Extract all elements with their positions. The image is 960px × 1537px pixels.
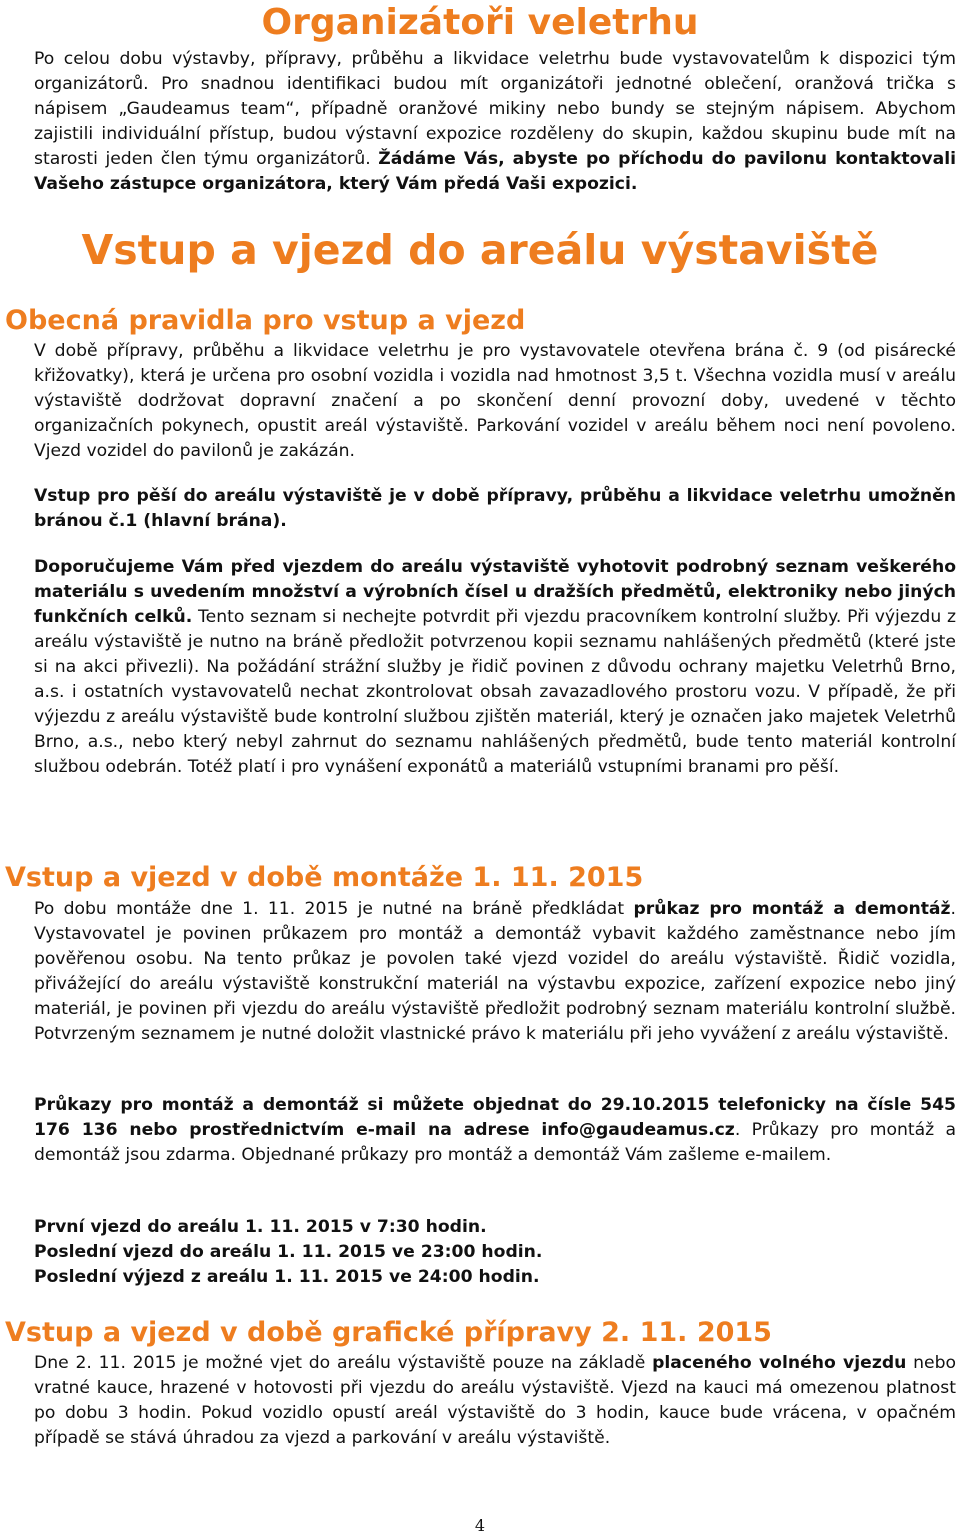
graficka-paid-entry: placeného volného vjezdu	[652, 1353, 907, 1373]
pedestrian-entry-paragraph	[34, 484, 956, 534]
first-entry-time: První vjezd do areálu 1. 11. 2015 v 7:30 hodin.	[34, 1217, 487, 1237]
montaz-pass-name: průkaz pro montáž a demontáž	[633, 899, 951, 919]
material-list-details: Tento seznam si nechejte potvrdit při vjezdu pracovníkem kontrolní služby. Při výjezdu z areálu výstaviště je nutno na bráně předložit potvrzenou kopii seznamu nahlášených předmětů (které jste si na akci přivezli). Na požádání strážní služby je řidič povinen z důvodu ochrany majetku Veletrhů Brno, a.s. i ostatních vystavovatelů nechat zkontrolovat obsah zavazadlového prostoru vozu. V případě, že při výjezdu z areálu výstaviště bude kontrolní službou zjištěn materiál, který je označen jako majetek Veletrhů Brno, a.s., nebo který nebyl zahrnut do seznamu nahlášených předmětů, bude tento materiál kontrolní službou odebrán. Totéž platí i pro vynášení exponátů a materiálů vstupními branami pro pěší.	[34, 607, 956, 777]
graficka-paragraph	[34, 1351, 956, 1451]
section-graficka-title: Vstup a vjezd v době grafické přípravy 2. 11. 2015	[5, 1317, 772, 1348]
intro-paragraph	[34, 47, 956, 197]
material-list-recommendation: Doporučujeme Vám před vjezdem do areálu výstaviště vyhotovit podrobný seznam veškerého materiálu s uvedením množství a výrobních čísel u dražších předmětů, elektroniky nebo jiných funkčních celků.	[34, 557, 956, 627]
intro-bold-request: Žádáme Vás, abyste po příchodu do pavilonu kontaktovali Vašeho zástupce organizátora, který Vám předá Vaši expozici.	[34, 149, 956, 194]
section-montaz-title: Vstup a vjezd v době montáže 1. 11. 2015	[5, 862, 644, 893]
graficka-text-a: Dne 2. 11. 2015 je možné vjet do areálu výstaviště pouze na základě	[34, 1353, 653, 1373]
entry-rules-paragraph: V době přípravy, průběhu a likvidace veletrhu je pro vystavovatele otevřena brána č. 9 (od pisárecké křižovatky), která je určena pro osobní vozidla i vozidla nad hmotnost 3,5 t. Všechna vozidla musí v areálu výstaviště dodržovat dopravní značení a po skončení denní provozní doby, uvedené v těchto organizačních pokynech, opustit areál výstaviště. Parkování vozidel v areálu během noci není povoleno. Vjezd vozidel do pavilonů je zakázán.	[34, 341, 956, 461]
page-title: Organizátoři veletrhu	[261, 2, 699, 43]
page-number: 4	[474, 1516, 486, 1535]
material-list-paragraph	[34, 555, 956, 780]
section-entry-title: Vstup a vjezd do areálu výstaviště	[81, 226, 879, 274]
section-entry-subtitle: Obecná pravidla pro vstup a vjezd	[5, 305, 526, 336]
pass-order-details: . Průkazy pro montáž a demontáž jsou zdarma. Objednané průkazy pro montáž a demontáž Vám zašleme e-mailem.	[34, 1120, 956, 1165]
last-entry-time: Poslední vjezd do areálu 1. 11. 2015 ve 23:00 hodin.	[34, 1242, 543, 1262]
pass-order-paragraph	[34, 1093, 956, 1168]
intro-text: Po celou dobu výstavby, přípravy, průběhu a likvidace veletrhu bude vystavovatelům k dispozici tým organizátorů. Pro snadnou identifikaci budou mít organizátoři jednotné oblečení, oranžová trička s nápisem „Gaudeamus team“, případně oranžové mikiny nebo bundy se stejným nápisem. Abychom zajistili individuální přístup, budou výstavní expozice rozděleny do skupin, každou skupinu bude mít na starosti jeden člen týmu organizátorů.	[34, 49, 956, 169]
last-exit-time: Poslední výjezd z areálu 1. 11. 2015 ve 24:00 hodin.	[34, 1267, 540, 1287]
pass-order-contact: Průkazy pro montáž a demontáž si můžete objednat do 29.10.2015 telefonicky na čísle 545 176 136 nebo prostřednictvím e-mail na adrese info@gaudeamus.cz	[34, 1095, 956, 1140]
montaz-text-c: . Vystavovatel je povinen průkazem pro montáž a demontáž vybavit každého zaměstnance nebo jím pověřenou osobu. Na tento průkaz je povolen také vjezd vozidel do areálu výstaviště. Řidič vozidla, přivážející do areálu výstaviště konstrukční materiál na výstavbu expozice, zařízení expozice nebo jiný materiál, je povinen při vjezdu do areálu výstaviště předložit podrobný seznam materiálu kontrolní službě. Potvrzeným seznamem je nutné doložit vlastnické právo k materiálu při jeho vyvážení z areálu výstaviště.	[34, 899, 957, 1044]
graficka-text-c: nebo vratné kauce, hrazené v hotovosti při vjezdu do areálu výstaviště. Vjezd na kauci má omezenou platnost po dobu 3 hodin. Pokud vozidlo opustí areál výstaviště do 3 hodin, kauce bude vrácena, v opačném případě se stává úhradou za vjezd a parkování v areálu výstaviště.	[34, 1353, 957, 1448]
montaz-text-a: Po dobu montáže dne 1. 11. 2015 je nutné na bráně předkládat	[34, 899, 634, 919]
pedestrian-entry-text: Vstup pro pěší do areálu výstaviště je v době přípravy, průběhu a likvidace veletrhu umožněn bránou č.1 (hlavní brána).	[34, 486, 956, 531]
montaz-paragraph	[34, 897, 956, 1047]
montaz-times-list	[34, 1215, 542, 1290]
